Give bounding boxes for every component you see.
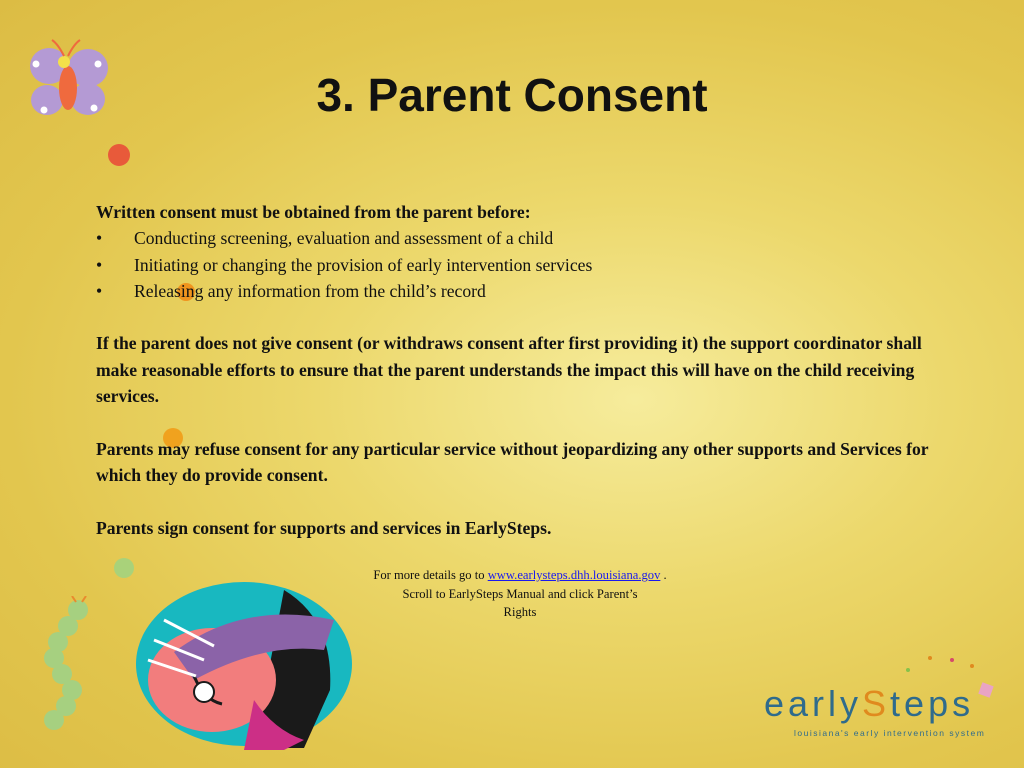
slide-title: 3. Parent Consent bbox=[316, 69, 708, 121]
footnote-line-3: Rights bbox=[503, 605, 537, 619]
list-item bbox=[96, 252, 946, 278]
footnote-line-2: Scroll to EarlySteps Manual and click Parent’s bbox=[402, 586, 638, 601]
intro-text: Written consent must be obtained from the parent before: bbox=[96, 202, 531, 222]
list-item bbox=[96, 278, 946, 304]
caterpillar-icon bbox=[36, 596, 106, 736]
footnote-prefix: For more details go to bbox=[373, 568, 488, 582]
bullet-text: Conducting screening, evaluation and assessment of a child bbox=[134, 228, 554, 249]
bullet-marker: • bbox=[96, 254, 103, 275]
sign-consent-paragraph: Parents sign consent for supports and services in EarlySteps. bbox=[96, 517, 552, 538]
bullet-marker: • bbox=[96, 280, 103, 301]
list-item bbox=[96, 225, 946, 251]
earlysteps-link[interactable]: www.earlysteps.dhh.louisiana.gov bbox=[487, 568, 661, 582]
earlysteps-logo bbox=[764, 684, 1004, 738]
bullet-marker: • bbox=[96, 228, 103, 249]
footnote-suffix: . bbox=[660, 568, 667, 582]
green-dot-icon bbox=[112, 556, 136, 580]
partial-consent-paragraph: Parents may refuse consent for any particular service without jeopardizing any other supports and Services for which they do provide consent. bbox=[96, 438, 929, 485]
consent-refusal-paragraph: If the parent does not give consent (or withdraws consent after first providing it) the support coordinator shall make reasonable efforts to ensure that the parent understands the impact this will have on the child receiving services. bbox=[96, 333, 922, 407]
slide-body bbox=[96, 199, 946, 541]
logo-tagline: louisiana's early intervention system bbox=[794, 728, 986, 738]
footnote bbox=[340, 566, 700, 622]
bullet-text: Initiating or changing the provision of early intervention services bbox=[134, 254, 593, 275]
red-dot-icon bbox=[106, 142, 132, 168]
logo-wordmark: earlySteps bbox=[764, 683, 975, 724]
bullet-text: Releasing any information from the child’s record bbox=[134, 280, 486, 301]
child-clipart-icon bbox=[134, 580, 360, 752]
